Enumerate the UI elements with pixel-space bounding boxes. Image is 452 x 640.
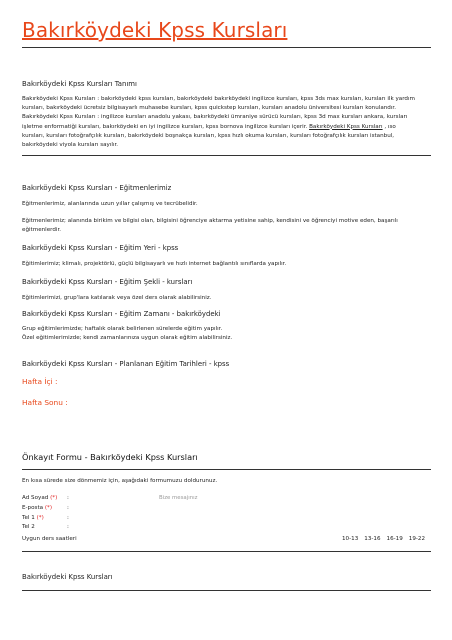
required-mark: (*)	[36, 515, 44, 521]
egitmenler-line: eğitmenlerdir.	[22, 227, 62, 234]
footer-heading: Bakırköydeki Kpss Kursları	[22, 573, 113, 581]
hafta-sonu-label: Hafta Sonu :	[22, 398, 68, 407]
egitmenler-text-2	[22, 217, 434, 235]
intro-line: işletme enformatiği kursları, bakırköydeki en iyi ingilizce kursları, kpss bornova ingilizce kursları içerir. Bakırköydeki Kpss Kursları , ıso	[22, 123, 396, 130]
adsoyad-label: Ad Soyad (*)	[22, 495, 58, 501]
divider	[22, 47, 431, 48]
hours-label: Uygun ders saatleri	[22, 536, 77, 542]
divider	[22, 469, 431, 470]
tel2-input[interactable]	[75, 522, 145, 532]
hours-option[interactable]: 16-19	[386, 536, 403, 542]
zaman-line: Grup eğitimlerimizde; haftalık olarak belirlenen sürelerde eğitim yapılır.	[22, 326, 223, 332]
eposta-label: E-posta (*)	[22, 505, 53, 511]
yer-text: Eğitimlerimiz; klimalı, projektörlü, güçlü bilgisayarlı ve hızlı internet bağlantılı sınıflarda yapılır.	[22, 261, 287, 267]
intro-line: kursları, kursları fotoğrafçılık kursları, bakırköydeki boşnakça kursları, kpss hızlı okuma kursları, kursları fotoğrafçılık kursları istanbul,	[22, 132, 395, 139]
colon: :	[67, 505, 69, 511]
colon: :	[67, 515, 69, 521]
intro-line: kursları, bakırköydeki ücretsiz bilgisayarlı muhasebe kursları, kpss quickstep kursları, kursları anadolu üniversitesi kursları konulandır.	[22, 105, 396, 112]
divider	[22, 551, 431, 552]
intro-link[interactable]: Bakırköydeki Kpss Kursları	[309, 123, 383, 130]
hafta-ici-label: Hafta İçi :	[22, 377, 58, 386]
tel2-label: Tel 2	[22, 524, 35, 530]
colon: :	[67, 524, 69, 530]
hours-options	[336, 536, 425, 542]
egitmenler-line: Eğitmenlerimiz; alanında birikim ve bilgisi olan, bilgisini öğrenciye aktarma yetisine sahip, kendisini ve öğrenciyi motive eden, başarılı	[22, 218, 398, 224]
form-subtitle: En kısa sürede size dönmemiz için, aşağıdaki formumuzu doldurunuz.	[22, 478, 218, 484]
eposta-input[interactable]	[75, 503, 145, 513]
adsoyad-input[interactable]	[75, 493, 145, 503]
intro-paragraph	[22, 95, 434, 150]
tel1-label: Tel 1 (*)	[22, 515, 44, 521]
sekil-heading: Bakırköydeki Kpss Kursları - Eğitim Şekli - kursları	[22, 278, 193, 286]
page-title[interactable]: Bakırköydeki Kpss Kursları	[22, 18, 288, 42]
zaman-heading: Bakırköydeki Kpss Kursları - Eğitim Zamanı - bakırköydeki	[22, 310, 221, 318]
colon: :	[67, 495, 69, 501]
form-title: Önkayıt Formu - Bakırköydeki Kpss Kursları	[22, 452, 198, 462]
required-mark: (*)	[50, 495, 58, 501]
hours-option[interactable]: 19-22	[408, 536, 426, 542]
required-mark: (*)	[44, 505, 53, 511]
intro-line: Bakırköydeki Kpss Kursları : bakırköydeki kpss kursları, bakırköydeki bakırköydeki ingilizce kursları, kpss 3ds max kursları, kursları ilk yardım	[22, 96, 415, 102]
intro-line: bakırköydeki viyola kursları sayılır.	[22, 142, 119, 149]
divider	[22, 155, 431, 156]
egitmenler-text: Eğitmenlerimiz, alanlarında uzun yıllar çalışmış ve tecrübelidir.	[22, 201, 198, 207]
zaman-text	[22, 325, 434, 343]
egitmenler-heading: Bakırköydeki Kpss Kursları - Eğitmenlerimiz	[22, 184, 172, 192]
sekil-text: Eğitimlerimizi, grup'lara katılarak veya özel ders olarak alabilirsiniz.	[22, 295, 212, 301]
zaman-line: Özel eğitimlerimizde; kendi zamanlarınıza uygun olarak eğitim alabilirsiniz.	[22, 335, 233, 342]
yer-heading: Bakırköydeki Kpss Kursları - Eğitim Yeri - kpss	[22, 244, 179, 252]
tarih-heading: Bakırköydeki Kpss Kursları - Planlanan Eğitim Tarihleri - kpss	[22, 360, 230, 368]
message-textarea[interactable]: Bize mesajınız	[159, 495, 198, 501]
intro-line: Bakırköydeki Kpss Kursları : ingilizce kursları anadolu yakası, bakırköydeki ümraniye sürücü kursları, kpss 3d max kursları ankara, kursları	[22, 114, 408, 121]
hours-option[interactable]: 10-13	[342, 536, 359, 542]
intro-heading: Bakırköydeki Kpss Kursları Tanımı	[22, 80, 137, 88]
hours-option[interactable]: 13-16	[364, 536, 381, 542]
divider	[22, 590, 431, 591]
